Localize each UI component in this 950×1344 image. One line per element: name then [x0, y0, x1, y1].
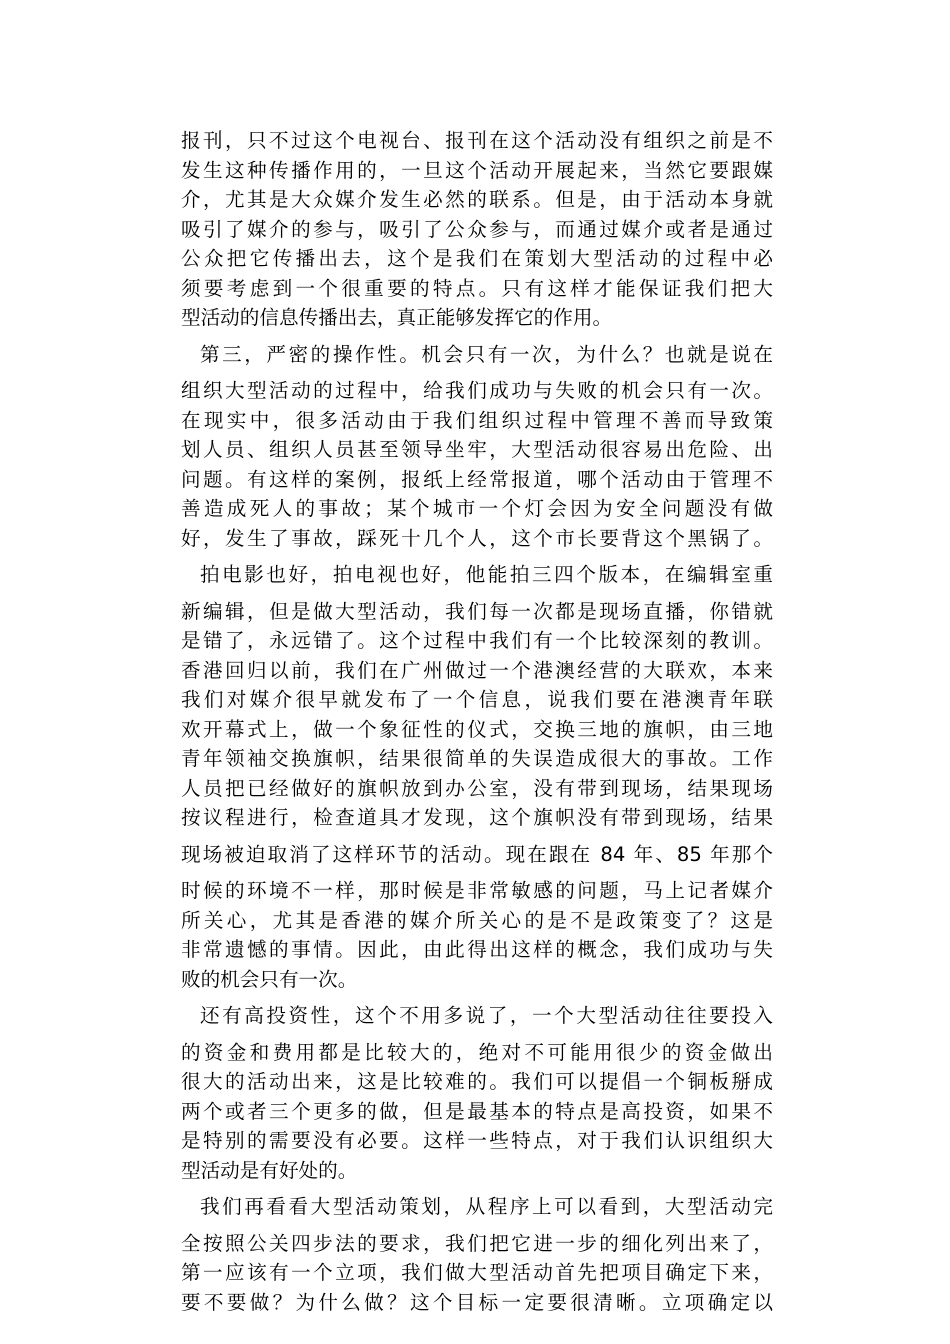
paragraph-gap — [181, 590, 773, 597]
text-line: 第三，严密的操作性。机会只有一次，为什么？也就是说在 — [200, 342, 773, 366]
body-text — [181, 126, 773, 1317]
text-line: 所关心，尤其是香港的媒介所关心的是不是政策变了？这是 — [181, 908, 773, 932]
text-line: 好，发生了事故，踩死十几个人，这个市长要背这个黑锅了。 — [181, 526, 773, 550]
paragraph-gap — [181, 1185, 773, 1192]
text-line: 公众把它传播出去，这个是我们在策划大型活动的过程中必 — [181, 247, 773, 270]
text-line: 善造成死人的事故；某个城市一个灯会因为安全问题没有做 — [181, 497, 773, 520]
text-line: 组织大型活动的过程中，给我们成功与失败的机会只有一次。 — [181, 379, 773, 402]
text-line: 须要考虑到一个很重要的特点。只有这样才能保证我们把大 — [181, 276, 773, 300]
text-line: 介，尤其是大众媒介发生必然的联系。但是，由于活动本身就 — [181, 188, 773, 211]
text-line: 败的机会只有一次。 — [181, 967, 358, 991]
text-line: 发生这种传播作用的，一旦这个活动开展起来，当然它要跟媒 — [181, 158, 773, 182]
paragraph — [181, 376, 773, 553]
text-line: 香港回归以前，我们在广州做过一个港澳经营的大联欢，本来 — [181, 658, 773, 682]
text-line: 问题。有这样的案例，报纸上经常报道，哪个活动由于管理不 — [181, 467, 773, 491]
text-line: 我们对媒介很早就发布了一个信息，说我们要在港澳青年联 — [181, 688, 773, 711]
text-line: 很大的活动出来，这是比较难的。我们可以提倡一个铜板掰成 — [181, 1070, 773, 1093]
paragraph-gap — [181, 869, 773, 876]
text-line: 新编辑，但是做大型活动，我们每一次都是现场直播，你错就 — [181, 599, 773, 623]
text-line: 吸引了媒介的参与，吸引了公众参与，而通过媒介或者是通过 — [181, 217, 773, 241]
text-line: 的资金和费用都是比较大的，绝对不可能用很少的资金做出 — [181, 1040, 773, 1064]
text-line: 时候的环境不一样，那时候是非常敏感的问题，马上记者媒介 — [181, 879, 773, 902]
paragraph — [181, 1038, 773, 1186]
text-line: 报刊，只不过这个电视台、报刊在这个活动没有组织之前是不 — [181, 129, 773, 152]
text-line: 我们再看看大型活动策划，从程序上可以看到，大型活动完 — [200, 1195, 773, 1218]
text-line: 人员把已经做好的旗帜放到办公室，没有带到现场，结果现场 — [181, 776, 773, 800]
text-line: 是特别的需要没有必要。这样一些特点，对于我们认识组织大 — [181, 1129, 773, 1152]
paragraph-gap — [181, 369, 773, 376]
paragraph — [181, 1229, 773, 1318]
text-line: 第一应该有一个立项，我们做大型活动首先把项目确定下来， — [181, 1261, 773, 1284]
paragraph — [181, 340, 773, 370]
text-line: 现场被迫取消了这样环节的活动。现在跟在 84 年、85 年那个 — [181, 842, 773, 866]
paragraph-gap — [181, 1222, 773, 1229]
text-line: 是错了，永远错了。这个过程中我们有一个比较深刻的教训。 — [181, 629, 773, 652]
text-line: 非常遗憾的事情。因此，由此得出这样的概念，我们成功与失 — [181, 938, 773, 961]
paragraph — [181, 560, 773, 590]
text-line: 型活动是有好处的。 — [181, 1158, 358, 1182]
paragraph — [181, 1001, 773, 1031]
paragraph — [181, 1192, 773, 1222]
text-line: 划人员、组织人员甚至领导坐牢，大型活动很容易出危险、出 — [181, 438, 773, 461]
text-line: 型活动的信息传播出去，真正能够发挥它的作用。 — [181, 306, 613, 329]
paragraph — [181, 876, 773, 994]
text-line: 还有高投资性，这个不用多说了，一个大型活动往往要投入 — [200, 1004, 773, 1027]
text-line: 全按照公关四步法的要求，我们把它进一步的细化列出来了， — [181, 1231, 773, 1255]
paragraph-gap — [181, 994, 773, 1001]
paragraph-gap — [181, 553, 773, 560]
paragraph-gap — [181, 833, 773, 840]
text-line: 在现实中，很多活动由于我们组织过程中管理不善而导致策 — [181, 408, 773, 432]
text-line: 拍电影也好，拍电视也好，他能拍三四个版本，在编辑室重 — [200, 563, 773, 586]
text-line: 按议程进行，检查道具才发现，这个旗帜没有带到现场，结果 — [181, 806, 773, 829]
text-line: 欢开幕式上，做一个象征性的仪式，交换三地的旗帜，由三地 — [181, 717, 773, 741]
text-line: 要不要做？为什么做？这个目标一定要很清晰。立项确定以 — [181, 1290, 773, 1314]
paragraph-gap — [181, 1031, 773, 1038]
paragraph-gap — [181, 333, 773, 340]
paragraph — [181, 126, 773, 333]
paragraph — [181, 840, 773, 870]
paragraph — [181, 597, 773, 833]
text-line: 青年领袖交换旗帜，结果很简单的失误造成很大的事故。工作 — [181, 747, 773, 770]
text-line: 两个或者三个更多的做，但是最基本的特点是高投资，如果不 — [181, 1099, 773, 1123]
